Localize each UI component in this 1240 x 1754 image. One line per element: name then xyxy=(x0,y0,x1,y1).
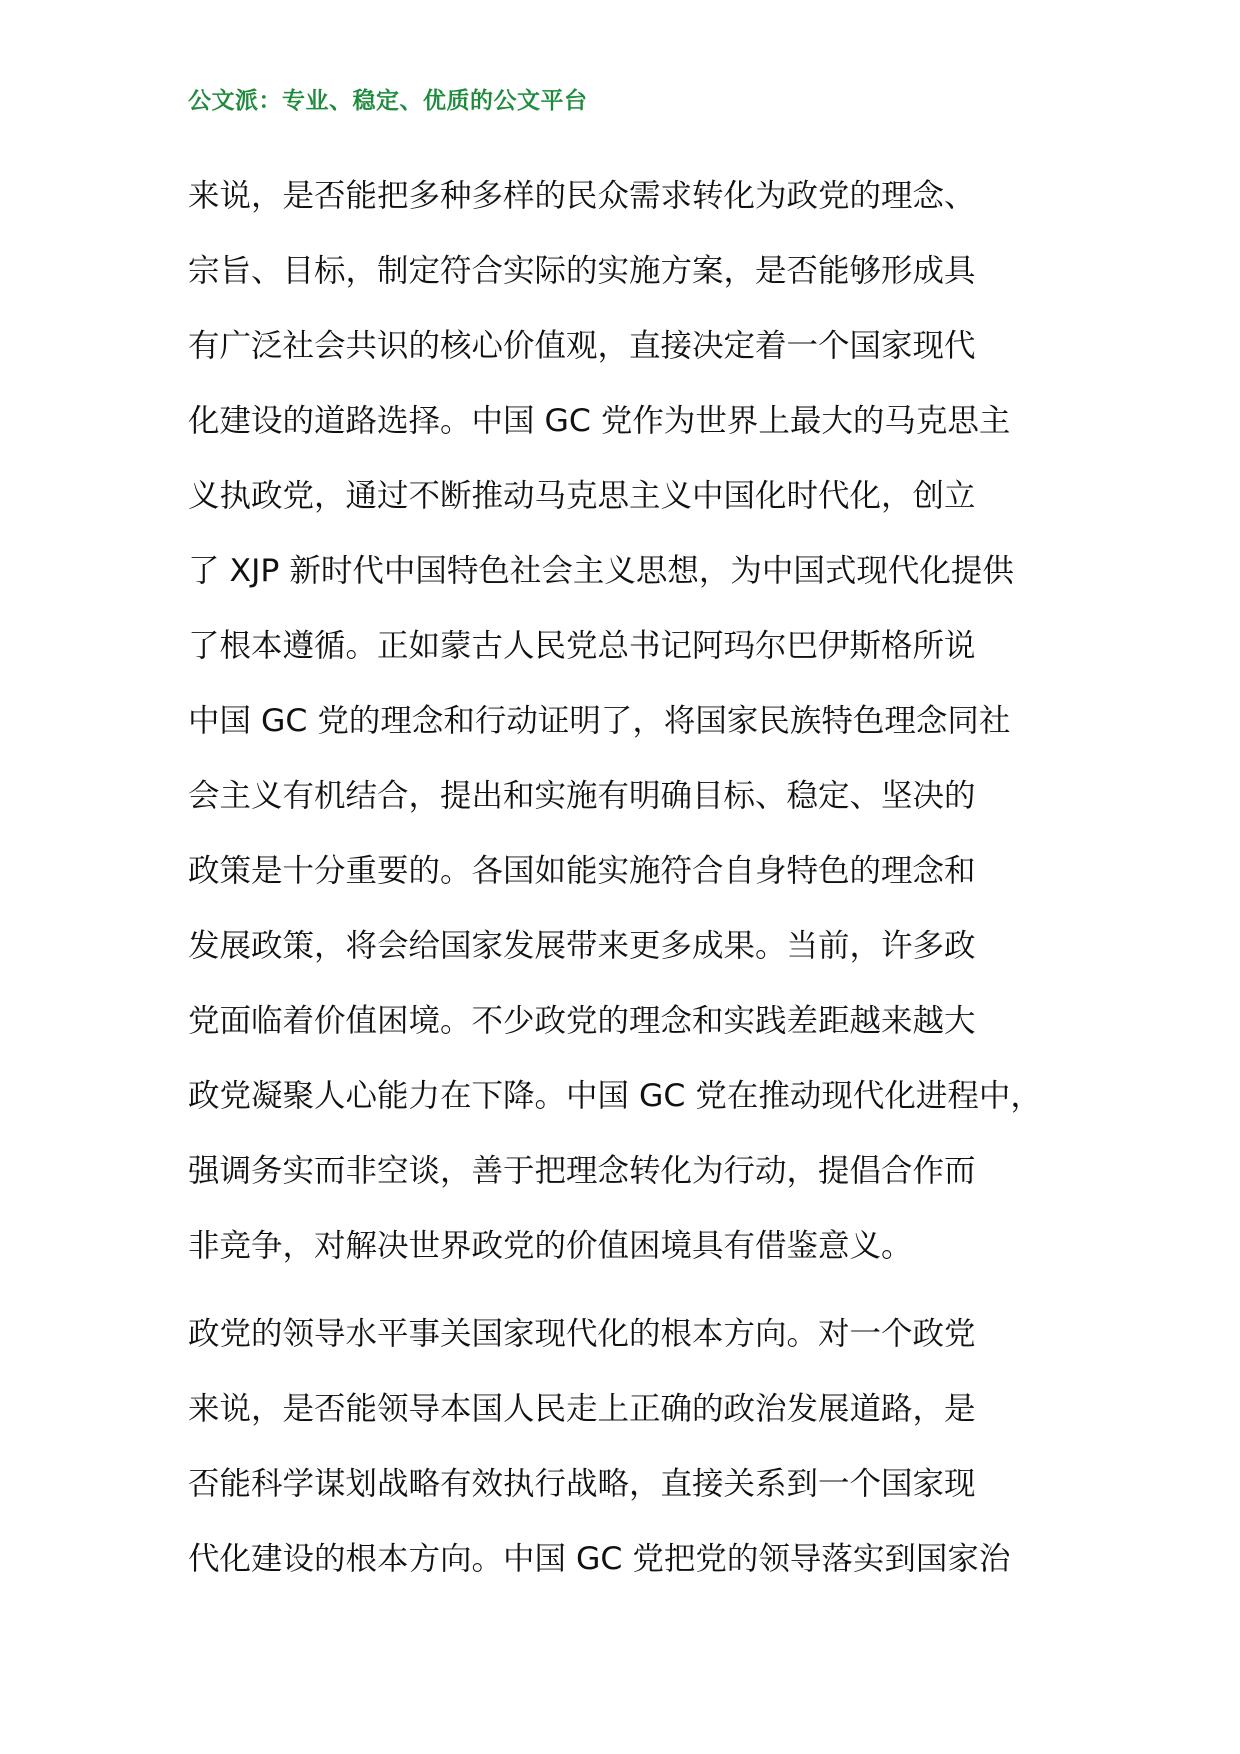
text-line: 政党的领导水平事关国家现代化的根本方向。对一个政党 xyxy=(188,1316,976,1352)
paragraph-1 xyxy=(188,159,1088,1284)
text-line: 发展政策，将会给国家发展带来更多成果。当前，许多政 xyxy=(188,928,976,964)
text-line: 宗旨、目标，制定符合实际的实施方案，是否能够形成具 xyxy=(188,253,976,289)
text-line: 政党凝聚人心能力在下降。中国 GC 党在推动现代化进程中， xyxy=(188,1078,1042,1114)
text-line: 化建设的道路选择。中国 GC 党作为世界上最大的马克思主 xyxy=(188,403,1011,439)
text-line: 代化建设的根本方向。中国 GC 党把党的领导落实到国家治 xyxy=(188,1541,1011,1577)
paragraph-2 xyxy=(188,1297,1088,1597)
text-line: 否能科学谋划战略有效执行战略，直接关系到一个国家现 xyxy=(188,1466,976,1502)
text-line: 非竞争，对解决世界政党的价值困境具有借鉴意义。 xyxy=(188,1228,913,1264)
text-line: 政策是十分重要的。各国如能实施符合自身特色的理念和 xyxy=(188,853,976,889)
text-line: 党面临着价值困境。不少政党的理念和实践差距越来越大 xyxy=(188,1003,976,1039)
text-line: 来说，是否能把多种多样的民众需求转化为政党的理念、 xyxy=(188,178,976,214)
text-line: 中国 GC 党的理念和行动证明了，将国家民族特色理念同社 xyxy=(188,703,1011,739)
text-line: 义执政党，通过不断推动马克思主义中国化时代化，创立 xyxy=(188,478,976,514)
text-line: 会主义有机结合，提出和实施有明确目标、稳定、坚决的 xyxy=(188,778,976,814)
text-line: 来说，是否能领导本国人民走上正确的政治发展道路，是 xyxy=(188,1391,976,1427)
text-line: 有广泛社会共识的核心价值观，直接决定着一个国家现代 xyxy=(188,328,976,364)
text-line: 强调务实而非空谈，善于把理念转化为行动，提倡合作而 xyxy=(188,1153,976,1189)
text-line: 了根本遵循。正如蒙古人民党总书记阿玛尔巴伊斯格所说 xyxy=(188,628,976,664)
page-header: 公文派：专业、稳定、优质的公文平台 xyxy=(188,87,588,114)
text-line: 了 XJP 新时代中国特色社会主义思想，为中国式现代化提供 xyxy=(188,553,1014,589)
